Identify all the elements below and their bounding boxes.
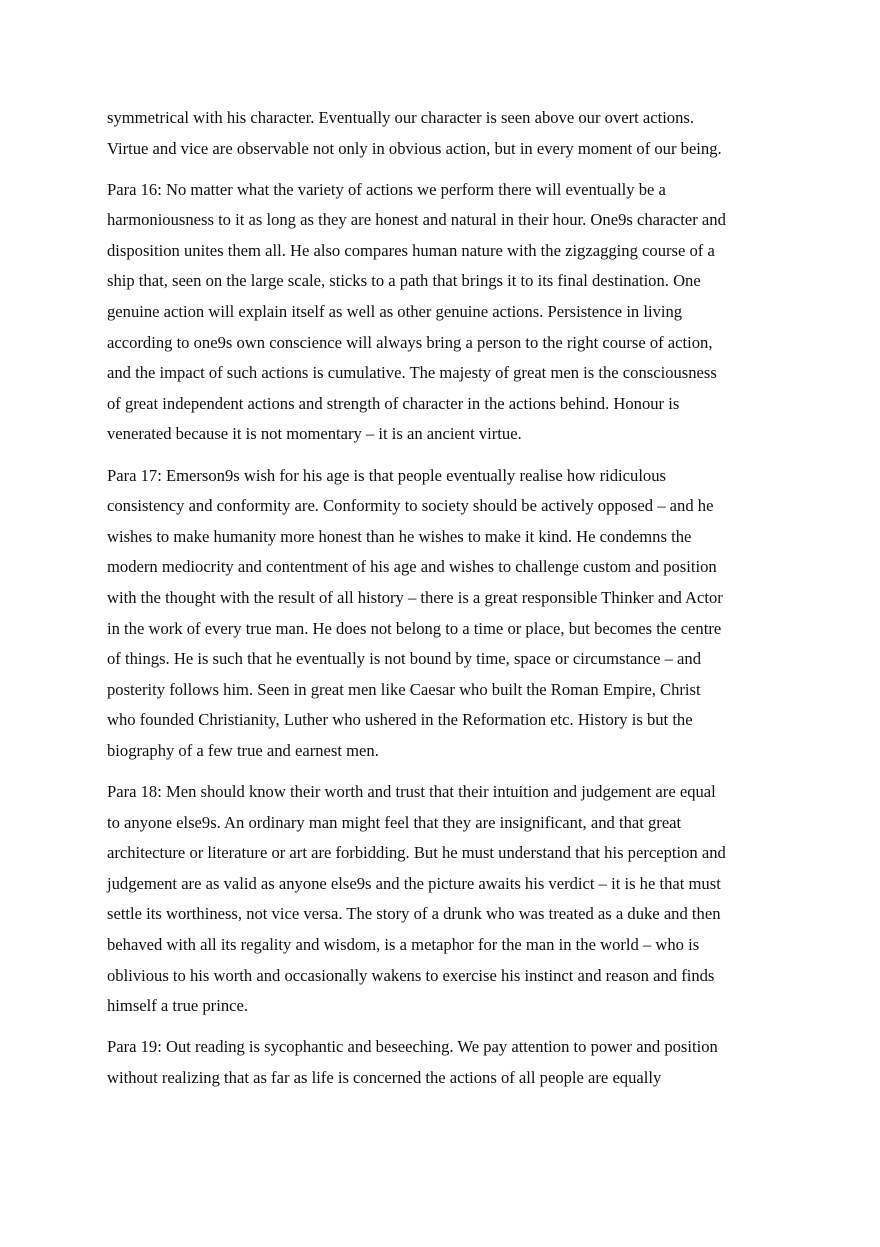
paragraph-para-19 (107, 1032, 773, 1093)
text-line: with the thought with the result of all history – there is a great responsible Thinker and Actor (107, 587, 723, 607)
text-line: Para 17: Emerson9s wish for his age is that people eventually realise how ridiculous (107, 465, 666, 485)
text-line: biography of a few true and earnest men. (107, 740, 379, 760)
text-line: according to one9s own conscience will always bring a person to the right course of action, (107, 332, 713, 352)
paragraph-para-16 (107, 175, 773, 450)
text-line: judgement are as valid as anyone else9s and the picture awaits his verdict – it is he that must (107, 873, 721, 893)
text-line: posterity follows him. Seen in great men like Caesar who built the Roman Empire, Christ (107, 679, 701, 699)
text-line: oblivious to his worth and occasionally wakens to exercise his instinct and reason and finds (107, 965, 715, 985)
paragraph-para-17 (107, 461, 773, 767)
text-line: himself a true prince. (107, 996, 248, 1016)
paragraph-para-18 (107, 777, 773, 1022)
text-line: wishes to make humanity more honest than he wishes to make it kind. He condemns the (107, 526, 692, 546)
text-line: harmoniousness to it as long as they are honest and natural in their hour. One9s character and (107, 210, 726, 230)
text-line: modern mediocrity and contentment of his age and wishes to challenge custom and position (107, 557, 717, 577)
text-line: consistency and conformity are. Conformity to society should be actively opposed – and he (107, 496, 714, 516)
text-line: to anyone else9s. An ordinary man might feel that they are insignificant, and that great (107, 812, 682, 832)
text-line: Virtue and vice are observable not only in obvious action, but in every moment of our being. (107, 138, 722, 158)
text-line: of things. He is such that he eventually is not bound by time, space or circumstance – and (107, 649, 702, 669)
text-line: architecture or literature or art are forbidding. But he must understand that his perception and (107, 843, 726, 863)
text-line: of great independent actions and strength of character in the actions behind. Honour is (107, 393, 680, 413)
text-line: genuine action will explain itself as well as other genuine actions. Persistence in living (107, 302, 683, 322)
paragraph-continuation (107, 103, 773, 164)
text-line: disposition unites them all. He also compares human nature with the zigzagging course of a (107, 240, 715, 260)
text-line: and the impact of such actions is cumulative. The majesty of great men is the consciousness (107, 363, 717, 383)
text-line: in the work of every true man. He does not belong to a time or place, but becomes the centre (107, 618, 722, 638)
text-line: ship that, seen on the large scale, sticks to a path that brings it to its final destination. One (107, 271, 701, 291)
text-line: without realizing that as far as life is concerned the actions of all people are equally (107, 1067, 662, 1087)
text-line: who founded Christianity, Luther who ushered in the Reformation etc. History is but the (107, 710, 693, 730)
text-line: Para 19: Out reading is sycophantic and beseeching. We pay attention to power and position (107, 1037, 718, 1057)
text-line: settle its worthiness, not vice versa. The story of a drunk who was treated as a duke and then (107, 904, 721, 924)
text-line: Para 16: No matter what the variety of actions we perform there will eventually be a (107, 179, 666, 199)
text-line: venerated because it is not momentary – it is an ancient virtue. (107, 424, 522, 444)
text-line: behaved with all its regality and wisdom, is a metaphor for the man in the world – who is (107, 934, 700, 954)
text-line: symmetrical with his character. Eventually our character is seen above our overt actions. (107, 108, 695, 127)
text-line: Para 18: Men should know their worth and trust that their intuition and judgement are equal (107, 781, 716, 801)
document-body (107, 103, 773, 1104)
